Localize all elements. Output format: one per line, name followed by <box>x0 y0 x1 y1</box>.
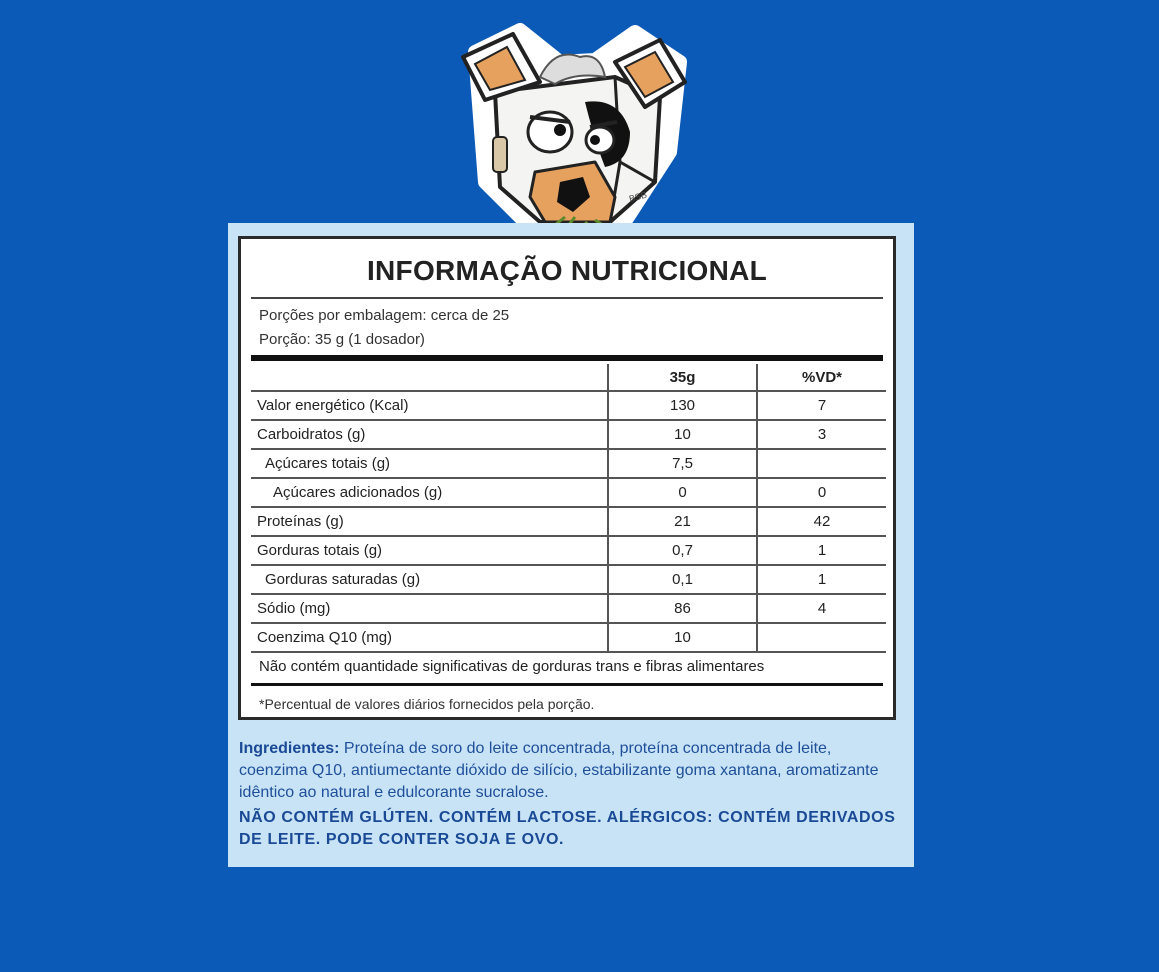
nutrient-amount: 0,1 <box>608 565 757 594</box>
label-panel <box>228 223 914 867</box>
nutrient-name: Gorduras saturadas (g) <box>251 565 608 594</box>
table-row <box>251 449 886 478</box>
nutrition-table <box>251 364 886 653</box>
nutrient-dv: 7 <box>757 391 886 420</box>
nutrient-dv: 0 <box>757 478 886 507</box>
nutrient-amount: 0,7 <box>608 536 757 565</box>
nutrient-amount: 10 <box>608 623 757 652</box>
table-row <box>251 507 886 536</box>
nutrient-dv: 4 <box>757 594 886 623</box>
nutrient-amount: 130 <box>608 391 757 420</box>
thick-divider <box>251 355 883 361</box>
allergy-warning: NÃO CONTÉM GLÚTEN. CONTÉM LACTOSE. ALÉRGICOS: CONTÉM DERIVADOS DE LEITE. PODE CONTER SOJA E OVO. <box>239 809 896 848</box>
table-row <box>251 420 886 449</box>
divider <box>251 297 883 299</box>
nutrient-dv: 3 <box>757 420 886 449</box>
header-dv: %VD* <box>757 364 886 391</box>
table-row <box>251 391 886 420</box>
nutrient-dv <box>757 449 886 478</box>
nutrient-amount: 21 <box>608 507 757 536</box>
nutrient-amount: 86 <box>608 594 757 623</box>
table-row <box>251 478 886 507</box>
nutrient-name: Açúcares adicionados (g) <box>251 478 608 507</box>
ingredients-list: Proteína de soro do leite concentrada, proteína concentrada de leite, coenzima Q10, antiumectante dióxido de silício, estabilizante goma xantana, aromatizante idêntico ao natural e edulcorante sucralose. <box>239 740 879 801</box>
nutrient-dv: 1 <box>757 565 886 594</box>
nutrient-name: Açúcares totais (g) <box>251 449 608 478</box>
nutrient-name: Coenzima Q10 (mg) <box>251 623 608 652</box>
mascot-signature: BSB <box>627 189 648 204</box>
nutrition-title: INFORMAÇÃO NUTRICIONAL <box>366 255 768 286</box>
servings-per-package: Porções por embalagem: cerca de 25 <box>259 307 510 324</box>
table-row <box>251 594 886 623</box>
nutrient-dv: 1 <box>757 536 886 565</box>
cow-mascot-icon <box>445 22 695 252</box>
portion-size: Porção: 35 g (1 dosador) <box>259 331 425 348</box>
nutrient-amount: 0 <box>608 478 757 507</box>
nutrient-name: Sódio (mg) <box>251 594 608 623</box>
nutrient-name: Valor energético (Kcal) <box>251 391 608 420</box>
table-row <box>251 536 886 565</box>
nutrient-dv: 42 <box>757 507 886 536</box>
nutrition-facts-box <box>238 236 896 720</box>
header-nutrient <box>251 364 608 391</box>
nutrient-amount: 7,5 <box>608 449 757 478</box>
table-row <box>251 623 886 652</box>
ingredients-label: Ingredientes: <box>239 740 340 757</box>
table-header-row <box>251 364 886 391</box>
nutrient-dv <box>757 623 886 652</box>
table-row <box>251 565 886 594</box>
trans-fat-note: Não contém quantidade significativas de gorduras trans e fibras alimentares <box>259 658 765 675</box>
daily-value-note: *Percentual de valores diários fornecidos pela porção. <box>259 696 595 712</box>
nutrient-name: Carboidratos (g) <box>251 420 608 449</box>
divider <box>251 683 883 686</box>
nutrient-amount: 10 <box>608 420 757 449</box>
nutrient-name: Gorduras totais (g) <box>251 536 608 565</box>
nutrient-name: Proteínas (g) <box>251 507 608 536</box>
ingredients-text <box>239 738 904 804</box>
header-portion: 35g <box>608 364 757 391</box>
